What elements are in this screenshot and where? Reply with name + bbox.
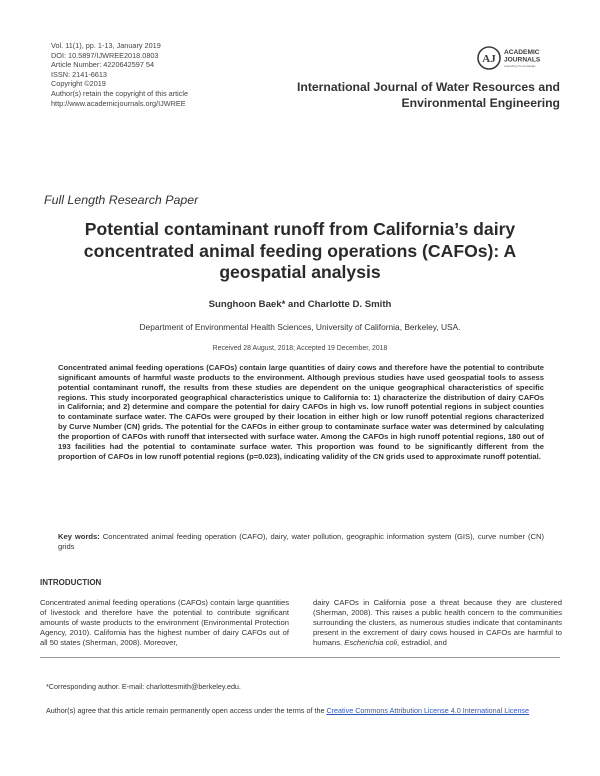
abstract: Concentrated animal feeding operations (CAFOs) contain large quantities of dairy cows and therefore have the potential to contribute significant amounts of harmful waste products to the environment. Although previous studies have used geospatial tools to assess potential contaminant runoff, the results from these studies are dependent on the unique geographical characteristics of specific regions. This study incorporated geographical characteristics unique to California to: 1) characterize the distribution of dairy CAFOs in California; and 2) determine and compare the potential for dairy CAFOs in high vs. low runoff potential regions in subject counties to contaminate surface water. The CAFOs were grouped by their location in either high or low runoff potential regions characterized by Curve Number (CN) grids. The potential for the CAFOs in either group to contaminate surface water was determined by calculating the proportion of CAFOs with runoff that intersected with surface water. Among the CAFOs in high runoff potential regions, 180 out of 193 facilities had the potential to contaminate surface water. This proportion was found to be significantly different from the proportion of CAFOs in low runoff potential regions (p=0.023), indicating validity of the CN grids used to approximate runoff potential.	[58, 363, 544, 461]
intro-right-text-a: dairy CAFOs in California pose a threat because they are clustered (Sherman, 2008). This raises a public health concern to the communities surrounding the clusters, as numerous studies indicate that contaminants present in the excrement of dairy cows housed in CAFOs are harmful to humans.	[313, 598, 562, 648]
academic-journals-logo[interactable]	[477, 43, 567, 73]
corresponding-author: *Corresponding author. E-mail: charlottesmith@berkeley.edu.	[46, 682, 241, 691]
meta-issn: ISSN: 2141-6613	[51, 69, 107, 79]
keywords	[58, 532, 544, 552]
article-dates: Received 28 August, 2018; Accepted 19 December, 2018	[212, 345, 388, 352]
logo-initials: AJ	[482, 53, 496, 65]
article-type: Full Length Research Paper	[44, 193, 199, 207]
introduction-column-right	[313, 598, 562, 648]
article-authors: Sunghoon Baek* and Charlotte D. Smith	[208, 299, 392, 310]
introduction-heading: INTRODUCTION	[40, 578, 102, 587]
meta-copyright: Copyright ©2019	[51, 79, 106, 89]
author-affiliation: Department of Environmental Health Sciences, University of California, Berkeley, USA.	[139, 322, 461, 332]
meta-article-number: Article Number: 4220642597 54	[51, 60, 155, 70]
meta-rights: Author(s) retain the copyright of this article	[51, 88, 189, 98]
article-metadata	[51, 41, 188, 108]
intro-right-italic: Escherichia coli	[344, 638, 398, 648]
intro-right-text-b: , estradiol, and	[397, 638, 447, 648]
footnote-divider	[40, 657, 560, 658]
journal-name-line2: Environmental Engineering	[401, 96, 560, 110]
keywords-text: Concentrated animal feeding operation (CAFO), dairy, water pollution, geographic information system (GIS), curve number (CN) grids	[58, 532, 544, 551]
introduction-column-left: Concentrated animal feeding operations (CAFOs) contain large quantities of livestock and therefore have the potential to contribute significant amounts of waste products to the environment (Environmental Protection Agency, 2010). California has the highest number of dairy CAFOs out of all 50 states (Sherman, 2008). Moreover,	[40, 598, 289, 648]
logo-tagline: expanding the knowledge	[504, 64, 536, 68]
meta-volume: Vol. 11(1), pp. 1-13, January 2019	[51, 41, 161, 50]
logo-name-line2: JOURNALS	[504, 56, 541, 64]
meta-doi[interactable]: DOI: 10.5897/IJWREE2018.0803	[51, 50, 159, 60]
journal-name-line1: International Journal of Water Resources and	[297, 80, 560, 94]
logo-name-line1: ACADEMIC	[504, 49, 540, 56]
meta-url[interactable]: http://www.academicjournals.org/IJWREE	[51, 98, 186, 108]
license-link[interactable]: Creative Commons Attribution License 4.0 International License	[326, 706, 530, 715]
article-title: Potential contaminant runoff from California’s dairy concentrated animal feeding operations (CAFOs): A geospatial analysis	[83, 219, 517, 282]
license-statement	[46, 705, 566, 716]
journal-name	[276, 79, 560, 111]
license-prefix: Author(s) agree that this article remain permanently open access under the terms of the	[46, 706, 325, 715]
keywords-label: Key words:	[58, 532, 100, 541]
